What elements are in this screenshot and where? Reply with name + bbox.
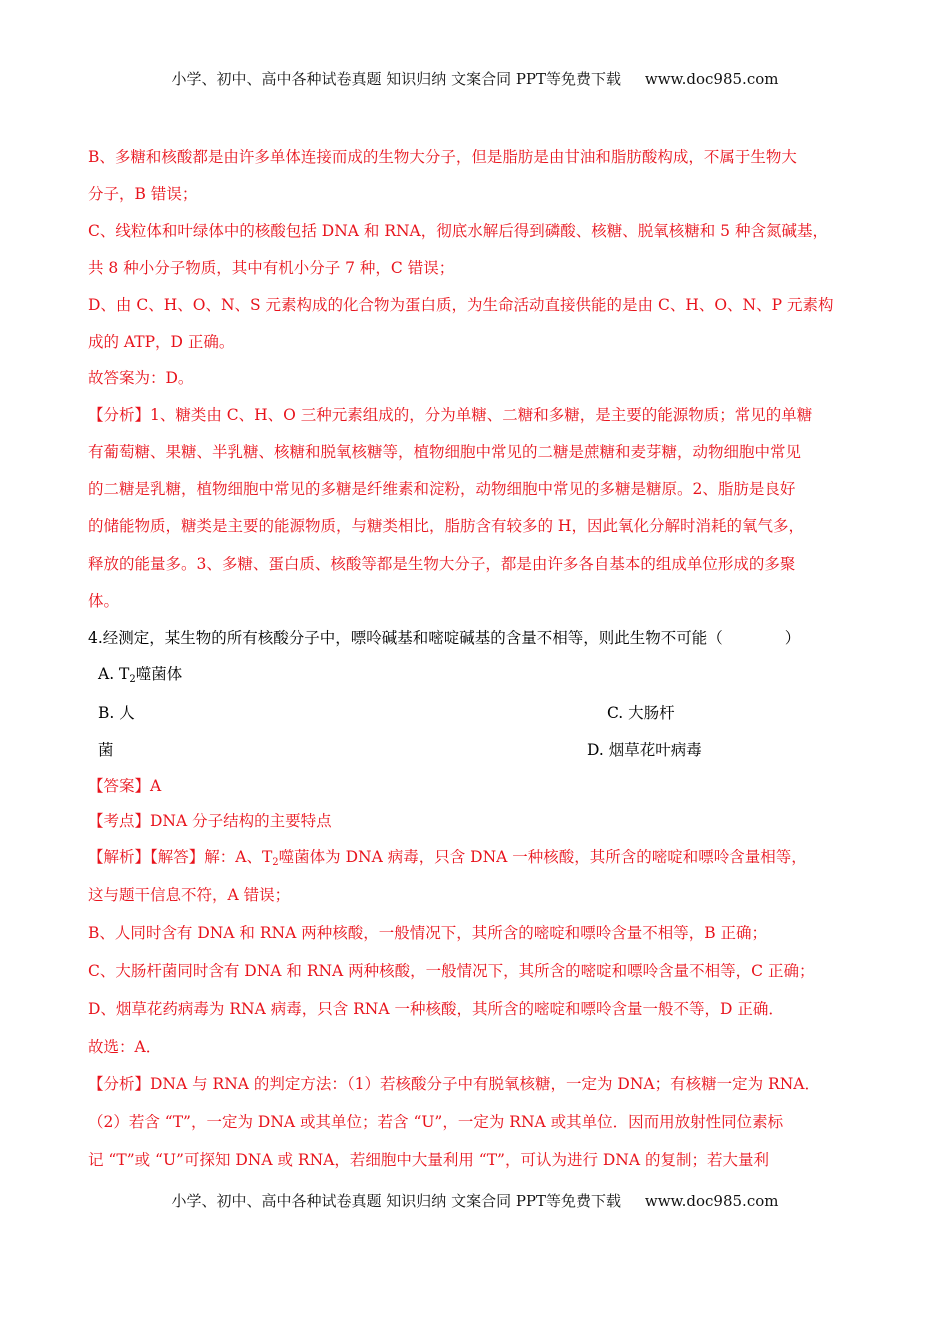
prev-analysis-line1: 【分析】1、糖类由 C、H、O 三种元素组成的，分为单糖、二糖和多糖，是主要的能源物质；常见的单糖	[88, 406, 813, 424]
prev-c-line1: C、线粒体和叶绿体中的核酸包括 DNA 和 RNA，彻底水解后得到磷酸、核糖、脱氧核糖和 5 种含氮碱基，	[88, 222, 828, 240]
page-footer	[0, 1190, 950, 1211]
q4-explain-sub: 2	[272, 857, 279, 868]
q4-explain-line2: 这与题干信息不符，A 错误；	[88, 886, 291, 904]
q4-analysis-line2: （2）若含 “T”，一定为 DNA 或其单位；若含 “U”，一定为 RNA 或其单位．因而用放射性同位素标	[88, 1113, 784, 1131]
prev-analysis-line4: 的储能物质，糖类是主要的能源物质，与糖类相比，脂肪含有较多的 H，因此氧化分解时消耗的氧气多，	[88, 517, 804, 535]
header-site: www.doc985.com	[644, 70, 779, 88]
q4-analysis-line1: 【分析】DNA 与 RNA 的判定方法：（1）若核酸分子中有脱氧核糖，一定为 DNA；有核糖一定为 RNA．	[88, 1075, 820, 1093]
q4-option-c: C. 大肠杆	[607, 704, 675, 722]
q4-option-a-sub: 2	[129, 674, 136, 685]
q4-analysis-line3: 记 “T”或 “U”可探知 DNA 或 RNA，若细胞中大量利用 “T”，可认为进行 DNA 的复制；若大量利	[88, 1151, 769, 1169]
prev-c-line2: 共 8 种小分子物质，其中有机小分子 7 种，C 错误；	[88, 259, 455, 277]
prev-analysis-line3: 的二糖是乳糖，植物细胞中常见的多糖是纤维素和淀粉，动物细胞中常见的多糖是糖原。2、脂肪是良好	[88, 480, 796, 498]
prev-analysis-line2: 有葡萄糖、果糖、半乳糖、核糖和脱氧核糖等，植物细胞中常见的二糖是蔗糖和麦芽糖，动物细胞中常见	[88, 443, 802, 461]
q4-explain-pre: 【解析】【解答】解：A、T	[88, 848, 273, 866]
footer-text: 小学、初中、高中各种试卷真题 知识归纳 文案合同 PPT等免费下载	[171, 1192, 622, 1210]
q4-kaodian: 【考点】DNA 分子结构的主要特点	[88, 812, 332, 830]
prev-d-line2: 成的 ATP，D 正确。	[88, 333, 235, 351]
q4-explain-line3: B、人同时含有 DNA 和 RNA 两种核酸，一般情况下，其所含的嘧啶和嘌呤含量不相等，B 正确；	[88, 924, 768, 942]
q4-explain-line6: 故选：A．	[88, 1038, 162, 1056]
page-header	[0, 68, 950, 89]
q4-explain-post: 噬菌体为 DNA 病毒，只含 DNA 一种核酸，其所含的嘧啶和嘌呤含量相等，	[278, 848, 807, 866]
q4-option-c-cont: 菌	[98, 741, 114, 759]
prev-b-line1: B、多糖和核酸都是由许多单体连接而成的生物大分子，但是脂肪是由甘油和脂肪酸构成，不属于生物大	[88, 148, 797, 166]
q4-stem: 4.经测定，某生物的所有核酸分子中，嘌呤碱基和嘧啶碱基的含量不相等，则此生物不可能（ ）	[88, 629, 801, 647]
q4-option-d: D. 烟草花叶病毒	[587, 741, 702, 759]
prev-answer: 故答案为：D。	[88, 369, 194, 387]
prev-b-line2: 分子，B 错误；	[88, 185, 198, 203]
prev-d-line1: D、由 C、H、O、N、S 元素构成的化合物为蛋白质，为生命活动直接供能的是由 C、H、O、N、P 元素构	[88, 296, 834, 314]
footer-site: www.doc985.com	[644, 1192, 779, 1210]
q4-option-a-pre: A. T	[98, 665, 130, 683]
prev-analysis-line5: 释放的能量多。3、多糖、蛋白质、核酸等都是生物大分子，都是由许多各自基本的组成单位形成的多聚	[88, 555, 796, 573]
q4-answer: 【答案】A	[88, 777, 162, 795]
q4-explain-line5: D、烟草花药病毒为 RNA 病毒，只含 RNA 一种核酸，其所含的嘧啶和嘌呤含量一般不等，D 正确．	[88, 1000, 784, 1018]
q4-option-b: B. 人	[98, 704, 135, 722]
q4-explain-line1	[88, 846, 878, 874]
q4-explain-line4: C、大肠杆菌同时含有 DNA 和 RNA 两种核酸，一般情况下，其所含的嘧啶和嘌呤含量不相等，C 正确；	[88, 962, 815, 980]
q4-option-a	[98, 663, 182, 691]
q4-option-a-post: 噬菌体	[135, 665, 183, 683]
header-text: 小学、初中、高中各种试卷真题 知识归纳 文案合同 PPT等免费下载	[171, 70, 622, 88]
prev-analysis-line6: 体。	[88, 592, 120, 610]
